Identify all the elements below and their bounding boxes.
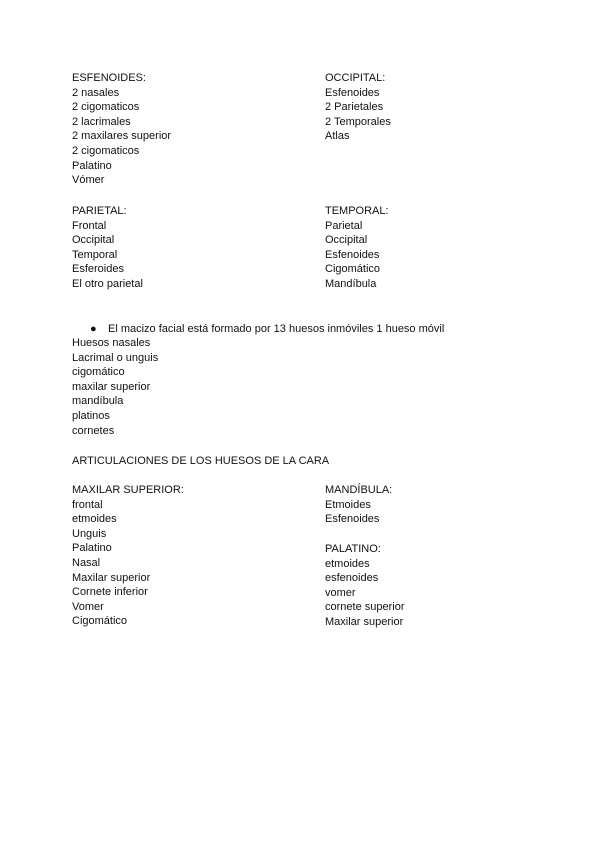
list-item: Cigomático [325,263,381,276]
list-item: Esfenoides [325,248,380,261]
list-item: esfenoides [325,572,379,585]
bullet-icon: ● [90,323,97,335]
list-item: Cigomático [72,615,128,628]
list-item: El otro parietal [72,277,143,290]
mandibula-section [325,483,392,527]
list-item: Vomer [72,600,104,613]
list-item: Esfenoides [325,86,380,99]
macizo-bullet-line [90,322,444,337]
list-item: Palatino [72,159,112,172]
list-item: maxilar superior [72,380,151,393]
list-item: Mandíbula [325,277,377,290]
list-item: Atlas [325,130,350,143]
list-item: Frontal [72,219,107,232]
parietal-section [72,204,143,292]
list-item: Parietal [325,219,363,232]
mandibula-heading: MANDÍBULA: [325,484,393,496]
list-item: Vómer [72,174,105,187]
list-item: Occipital [325,234,368,247]
list-item: Esferoides [72,263,124,276]
list-item: cigomático [72,366,125,379]
esfenoides-section [72,71,171,188]
list-item: frontal [72,498,103,511]
list-item: etmoides [72,513,117,526]
list-item: 2 nasales [72,86,120,99]
list-item: etmoides [325,557,370,570]
list-item: 2 Parietales [325,101,384,114]
temporal-section [325,204,389,292]
list-item: Maxilar superior [325,615,404,628]
temporal-heading: TEMPORAL: [325,205,389,217]
list-item: vomer [325,586,356,599]
occipital-heading: OCCIPITAL: [325,72,386,84]
list-item: Etmoides [325,498,371,511]
list-item: 2 cigomaticos [72,144,140,157]
palatino-heading: PALATINO: [325,543,381,555]
occipital-section [325,71,391,144]
articulaciones-title [72,454,329,469]
list-item: 2 cigomaticos [72,101,140,114]
list-item: mandíbula [72,395,124,408]
list-item: Nasal [72,556,101,569]
list-item: Temporal [72,248,118,261]
list-item: Maxilar superior [72,571,151,584]
list-item: 2 lacrimales [72,115,131,128]
macizo-list [72,336,158,438]
maxilar-superior-heading: MAXILAR SUPERIOR: [72,484,184,496]
esfenoides-heading: ESFENOIDES: [72,72,146,84]
maxilar-superior-section [72,483,184,629]
list-item: Lacrimal o unguis [72,351,159,364]
list-item: cornete superior [325,601,405,614]
list-item: Unguis [72,527,107,540]
list-item: 2 maxilares superior [72,130,172,143]
list-item: Palatino [72,542,112,555]
list-item: cornetes [72,424,115,437]
list-item: Huesos nasales [72,337,151,349]
list-item: platinos [72,409,110,422]
list-item: Cornete inferior [72,586,148,599]
list-item: Esfenoides [325,513,380,526]
macizo-bullet-text: El macizo facial está formado por 13 huesos inmóviles 1 hueso móvil [108,323,445,335]
palatino-section [325,542,405,630]
section-title: ARTICULACIONES DE LOS HUESOS DE LA CARA [72,455,330,467]
list-item: 2 Temporales [325,115,391,128]
parietal-heading: PARIETAL: [72,205,127,217]
list-item: Occipital [72,234,115,247]
